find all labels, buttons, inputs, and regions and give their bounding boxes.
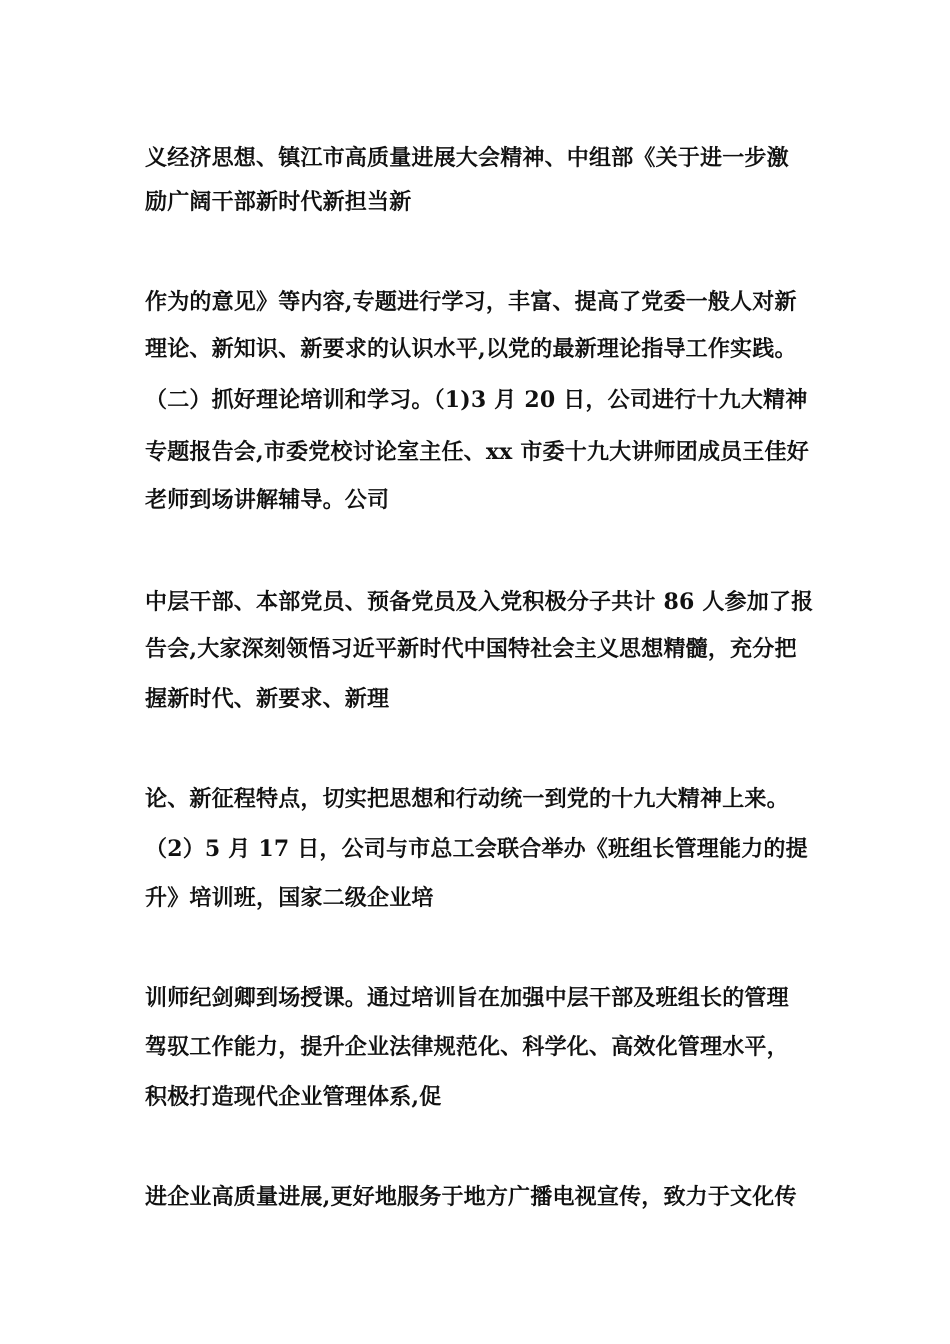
- text-line: 励广阔干部新时代新担当新: [145, 189, 412, 215]
- text-line: 升》培训班，国家二级企业培: [145, 885, 434, 911]
- text-line: 驾驭工作能力，提升企业法律规范化、科学化、高效化管理水平，: [145, 1034, 789, 1060]
- text-line: 训师纪剑卿到场授课。通过培训旨在加强中层干部及班组长的管理: [145, 985, 789, 1011]
- text-line: 告会,大家深刻领悟习近平新时代中国特社会主义思想精髓，充分把: [145, 636, 797, 662]
- text-line: 义经济思想、镇江市高质量进展大会精神、中组部《关于进一步激: [145, 145, 789, 171]
- text-line: 进企业高质量进展,更好地服务于地方广播电视宣传，致力于文化传: [145, 1184, 797, 1210]
- text-line: 中层干部、本部党员、预备党员及入党积极分子共计 86 人参加了报: [145, 589, 814, 615]
- text-line: （二）抓好理论培训和学习。（1)3 月 20 日，公司进行十九大精神: [145, 387, 808, 413]
- text-line: 专题报告会,市委党校讨论室主任、xx 市委十九大讲师团成员王佳好: [145, 439, 809, 465]
- text-line: （2）5 月 17 日，公司与市总工会联合举办《班组长管理能力的提: [145, 836, 808, 862]
- text-line: 握新时代、新要求、新理: [145, 686, 390, 712]
- text-line: 作为的意见》等内容,专题进行学习，丰富、提高了党委一般人对新: [145, 289, 797, 315]
- text-line: 理论、新知识、新要求的认识水平,以党的最新理论指导工作实践。: [145, 336, 797, 362]
- text-line: 论、新征程特点，切实把思想和行动统一到党的十九大精神上来。: [145, 786, 789, 812]
- text-line: 积极打造现代企业管理体系,促: [145, 1084, 442, 1110]
- text-line: 老师到场讲解辅导。公司: [145, 487, 390, 513]
